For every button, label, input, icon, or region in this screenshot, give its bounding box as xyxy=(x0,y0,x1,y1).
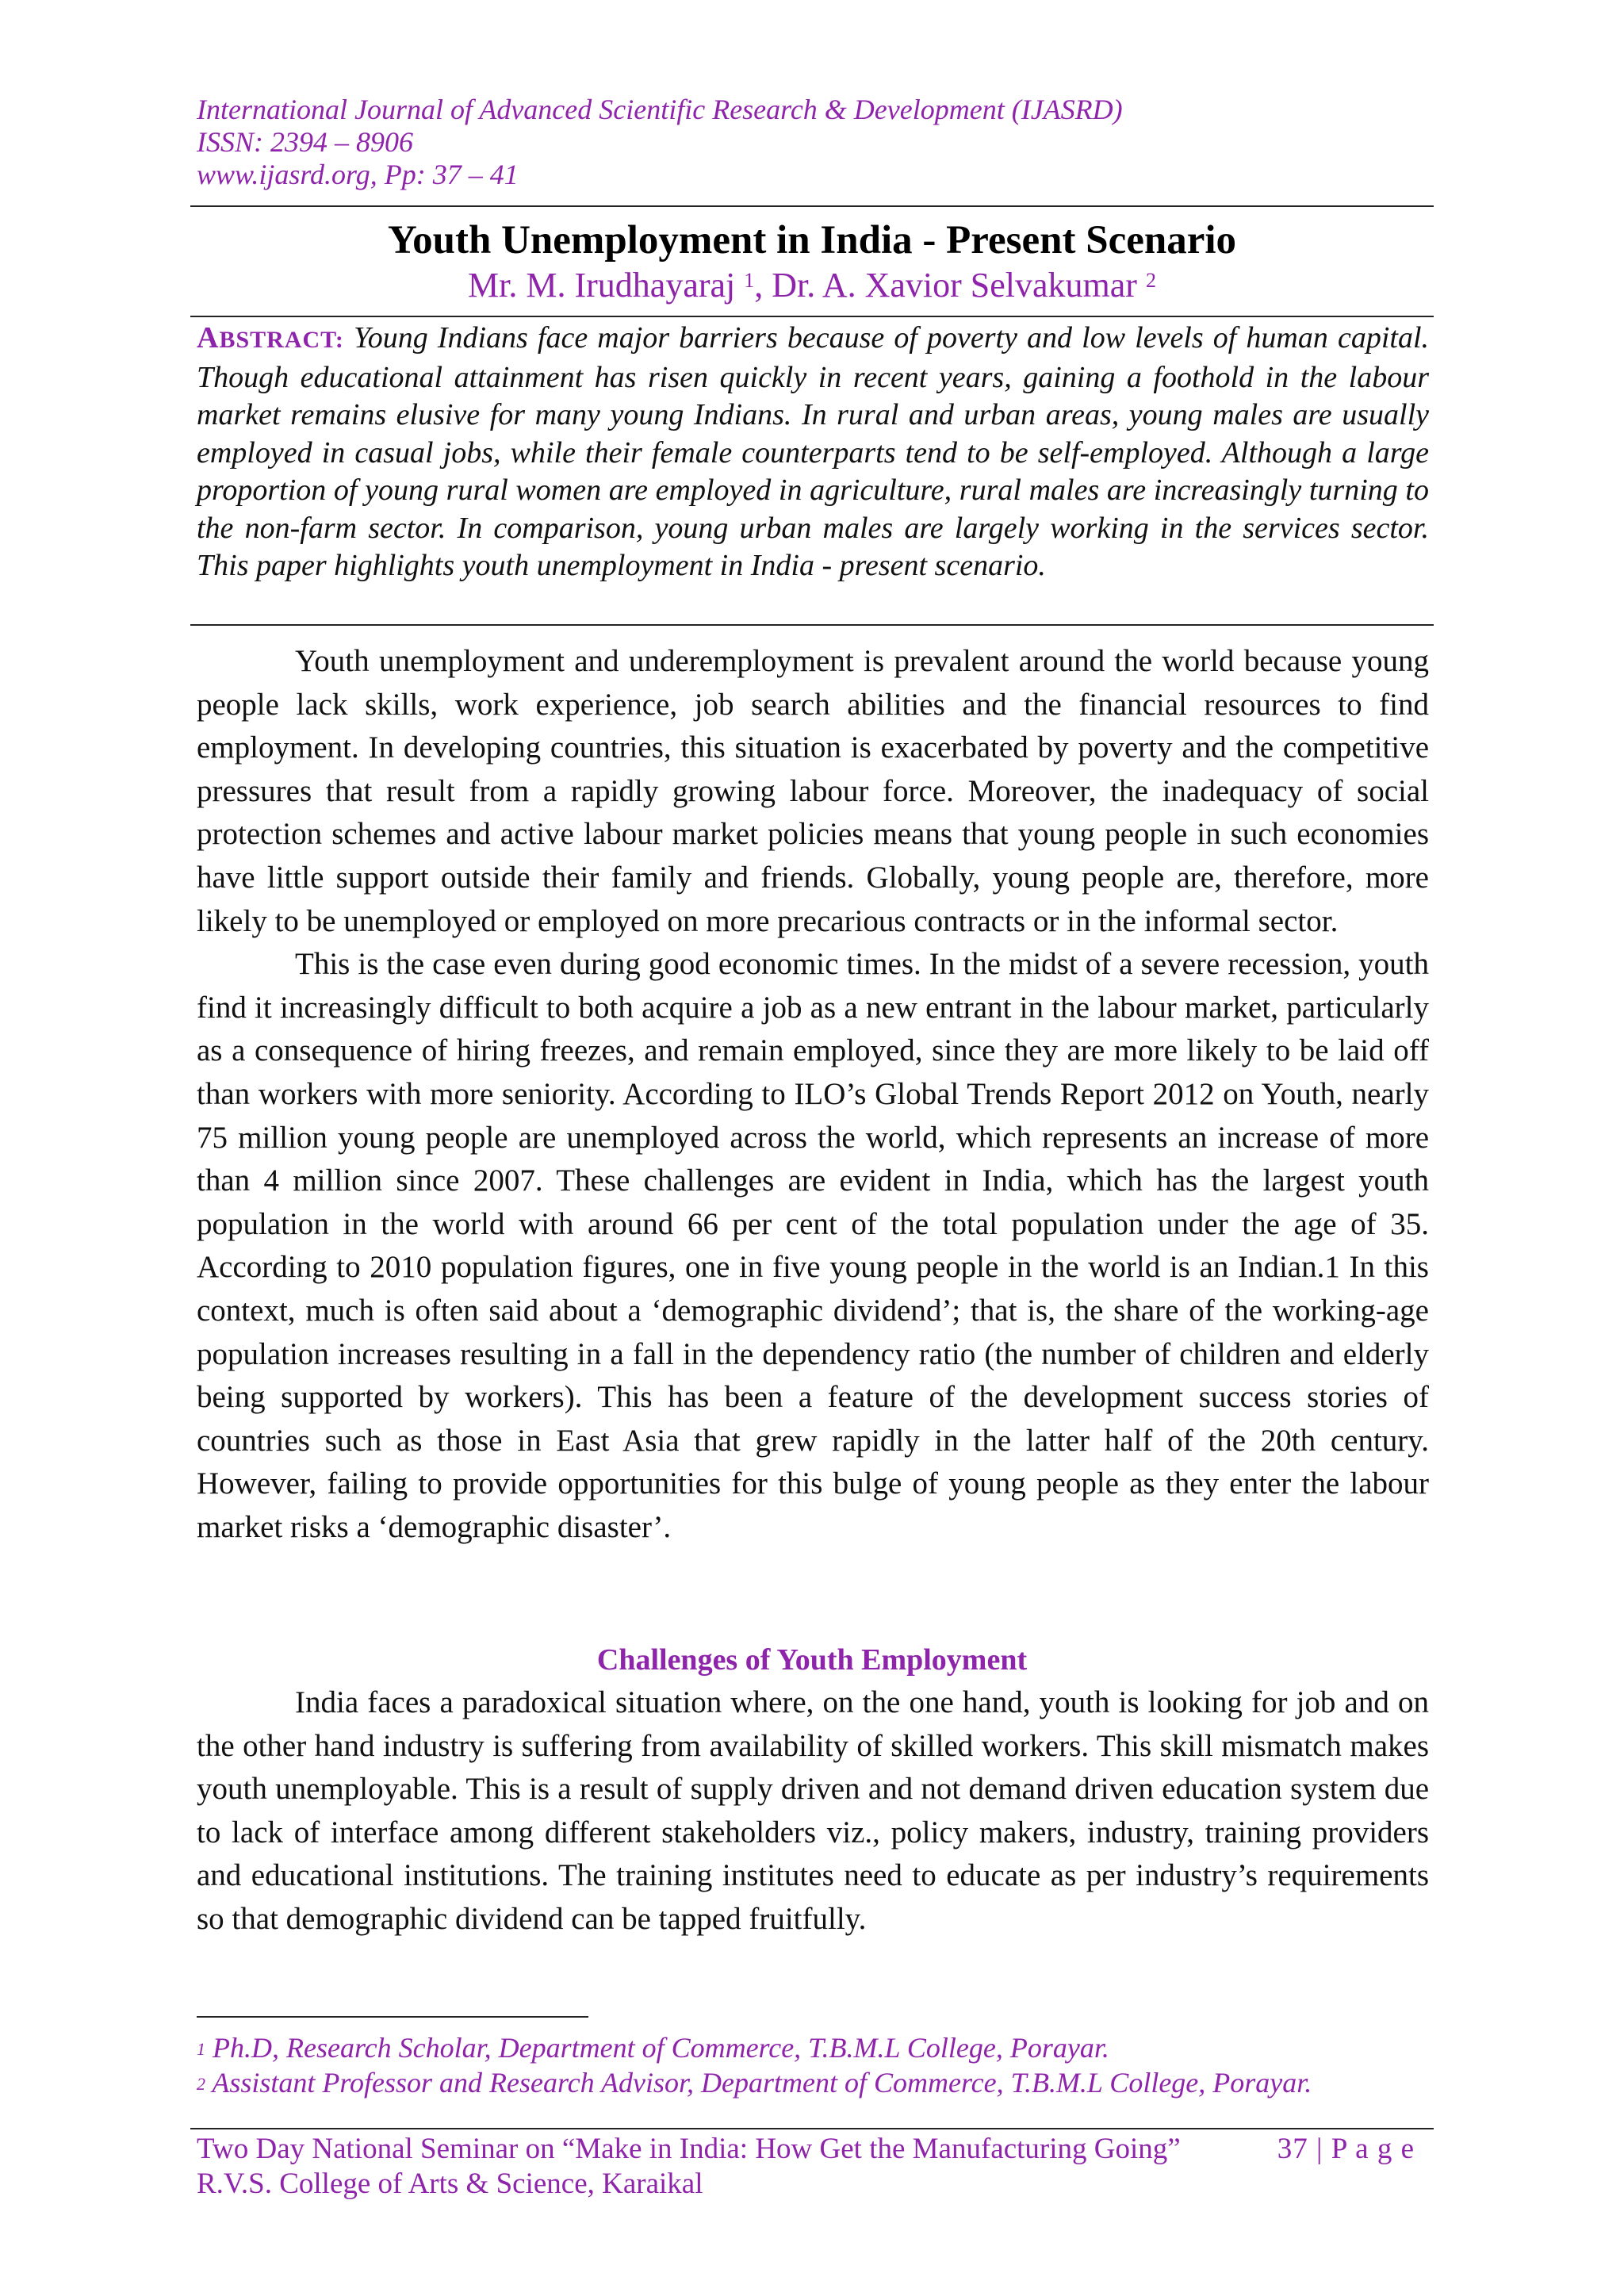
author-2-mark: 2 xyxy=(1145,269,1156,292)
journal-issn: ISSN: 2394 – 8906 xyxy=(197,126,413,158)
page-footer xyxy=(197,2132,1434,2202)
footnote-1: $^1$ Ph.D, Research Scholar, Department of Commerce, T.B.M.L College, Porayar. xyxy=(197,2032,1109,2064)
abstract-top-rule xyxy=(190,316,1434,317)
paper-title: Youth Unemployment in India - Present Scenario xyxy=(387,218,1237,263)
abstract xyxy=(197,320,1429,585)
author-2: Dr. A. Xavior Selvakumar xyxy=(772,266,1137,305)
footer-college: R.V.S. College of Arts & Science, Karaikal xyxy=(197,2168,703,2200)
author-line xyxy=(190,263,1434,308)
footer-seminar: Two Day National Seminar on “Make in India: How Get the Manufacturing Going” xyxy=(197,2133,1181,2165)
body-section xyxy=(197,640,1429,1549)
footnote-2: $^2$ Assistant Professor and Research Advisor, Department of Commerce, T.B.M.L College, Porayar. xyxy=(197,2067,1312,2099)
body-paragraph-2: This is the case even during good economic times. In the midst of a severe recession, youth find it increasingly difficult to both acquire a job as a new entrant in the labour market, particularly as a consequence of hiring freezes, and remain employed, since they are more likely to be laid off than workers with more seniority. According to ILO’s Global Trends Report 2012 on Youth, nearly 75 million young people are unemployed across the world, which represents an increase of more than 4 million since 2007. These challenges are evident in India, which has the largest youth population in the world with around 66 per cent of the total population under the age of 35. According to 2010 population figures, one in five young people in the world is an Indian.1 In this context, much is often said about a ‘demographic dividend’; that is, the share of the working-age population increases resulting in a fall in the dependency ratio (the number of children and elderly being supported by workers). This has been a feature of the development success stories of countries such as those in East Asia that grew rapidly in the latter half of the 20th century. However, failing to provide opportunities for this bulge of young people as they enter the labour market risks a ‘demographic disaster’. xyxy=(197,947,1429,1544)
author-separator: , xyxy=(754,266,764,305)
section-body xyxy=(197,1681,1429,1941)
section-heading: Challenges of Youth Employment xyxy=(596,1643,1028,1677)
author-1-mark: 1 xyxy=(744,269,755,292)
journal-header xyxy=(197,94,1434,191)
journal-site-pages: www.ijasrd.org, Pp: 37 – 41 xyxy=(197,159,519,190)
author-1: Mr. M. Irudhayaraj xyxy=(468,266,736,305)
abstract-text: Young Indians face major barriers because of poverty and low levels of human capital. Though educational attainment has risen quickly in recent years, gaining a foothold in the labour market remains elusive for many young Indians. In rural and urban areas, young males are usually employed in casual jobs, while their female counterparts tend to be self-employed. Although a large proportion of young rural women are employed in agriculture, rural males are increasingly turning to the non-farm sector. In comparison, young urban males are largely working in the services sector. This paper highlights youth unemployment in India - present scenario. xyxy=(197,321,1429,582)
abstract-label: ABSTRACT: xyxy=(197,321,344,355)
journal-name: International Journal of Advanced Scientific Research & Development (IJASRD) xyxy=(197,94,1123,125)
footer-rule xyxy=(190,2128,1434,2129)
footnotes xyxy=(197,2030,1434,2100)
abstract-bottom-rule xyxy=(190,624,1434,626)
section-paragraph: India faces a paradoxical situation where, on the one hand, youth is looking for job and on the other hand industry is suffering from availability of skilled workers. This skill mismatch makes youth unemployable. This is a result of supply driven and not demand driven education system due to lack of interface among different stakeholders viz., policy makers, industry, training providers and educational institutions. The training institutes need to educate as per industry’s requirements so that demographic dividend can be tapped fruitfully. xyxy=(197,1685,1429,1936)
body-paragraph-1: Youth unemployment and underemployment is prevalent around the world because young people lack skills, work experience, job search abilities and the financial resources to find employment. In developing countries, this situation is exacerbated by poverty and the competitive pressures that result from a rapidly growing labour force. Moreover, the inadequacy of social protection schemes and active labour market policies means that young people in such economies have little support outside their family and friends. Globally, young people are, therefore, more likely to be unemployed or employed on more precarious contracts or in the informal sector. xyxy=(197,644,1429,938)
footer-page-number: 37 | P a g e xyxy=(1277,2133,1415,2165)
header-rule xyxy=(190,205,1434,207)
footnote-rule xyxy=(197,2016,588,2018)
